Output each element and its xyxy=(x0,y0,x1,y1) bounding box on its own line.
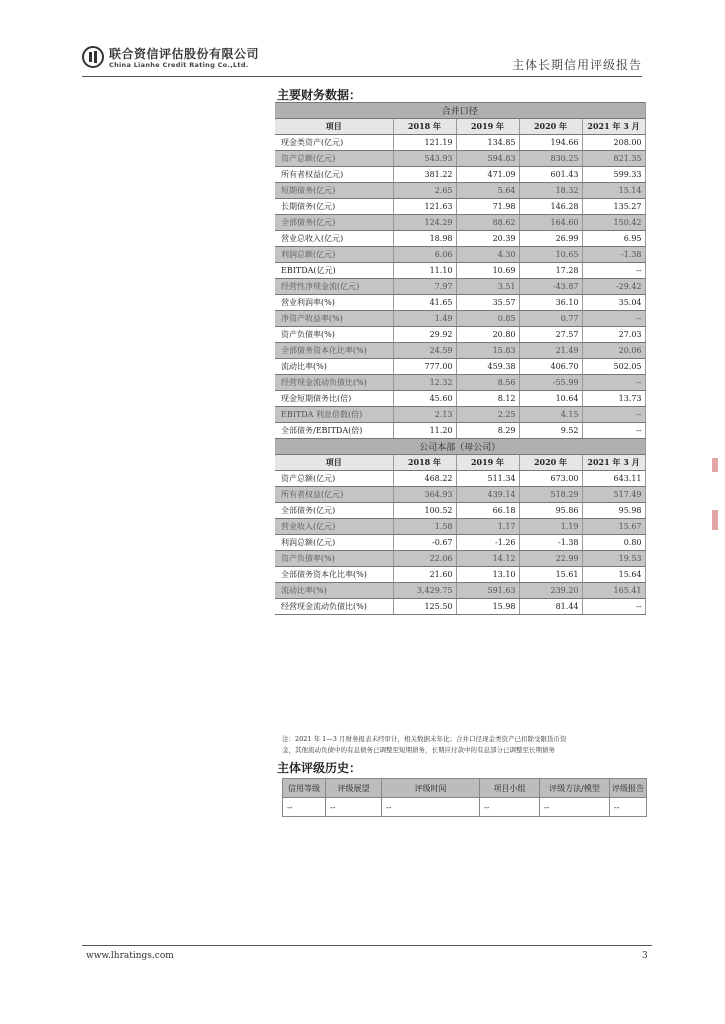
row-value: 19.53 xyxy=(582,551,645,567)
row-label: 流动比率(%) xyxy=(275,583,393,599)
row-value: 36.10 xyxy=(519,295,582,311)
consolidated-banner xyxy=(275,103,645,119)
row-value: 10.64 xyxy=(519,391,582,407)
row-value: 26.99 xyxy=(519,231,582,247)
row-value: 18.32 xyxy=(519,183,582,199)
row-value: 17.28 xyxy=(519,263,582,279)
row-label: 净资产收益率(%) xyxy=(275,311,393,327)
row-value: 15.61 xyxy=(519,567,582,583)
row-value: 1.58 xyxy=(393,519,456,535)
row-value: 100.52 xyxy=(393,503,456,519)
page-number: 3 xyxy=(642,951,648,961)
table-row xyxy=(275,215,645,231)
row-value: 0.80 xyxy=(582,535,645,551)
row-value: 14.12 xyxy=(456,551,519,567)
history-cell: -- xyxy=(480,798,540,817)
row-value: 1.17 xyxy=(456,519,519,535)
table-row xyxy=(275,359,645,375)
table-row xyxy=(275,263,645,279)
row-value: 165.41 xyxy=(582,583,645,599)
table-row xyxy=(275,519,645,535)
row-value: 13.10 xyxy=(456,567,519,583)
footer-divider xyxy=(82,945,652,946)
row-label: 全部债务资本化比率(%) xyxy=(275,343,393,359)
row-label: 利润总额(亿元) xyxy=(275,247,393,263)
row-value: 599.33 xyxy=(582,167,645,183)
row-value: 239.20 xyxy=(519,583,582,599)
table-row xyxy=(275,279,645,295)
parent-banner xyxy=(275,439,645,455)
consolidated-banner-label: 合并口径 xyxy=(275,103,645,119)
table-row xyxy=(275,311,645,327)
row-label: 现金类资产(亿元) xyxy=(275,135,393,151)
company-name-en: China Lianhe Credit Rating Co.,Ltd. xyxy=(109,61,249,69)
row-value: 121.63 xyxy=(393,199,456,215)
table-row xyxy=(275,151,645,167)
row-label: 资产总额(亿元) xyxy=(275,151,393,167)
row-label: 全部债务(亿元) xyxy=(275,215,393,231)
row-value: 15.14 xyxy=(582,183,645,199)
row-label: EBITDA(亿元) xyxy=(275,263,393,279)
row-value: 5.64 xyxy=(456,183,519,199)
row-value: -29.42 xyxy=(582,279,645,295)
row-value: 35.04 xyxy=(582,295,645,311)
footer-url: www.lhratings.com xyxy=(86,951,174,961)
row-value: 4.30 xyxy=(456,247,519,263)
scan-edge-mark xyxy=(712,510,718,530)
row-value: 406.70 xyxy=(519,359,582,375)
history-header-row xyxy=(283,779,647,798)
history-column-header: 评级报告 xyxy=(610,779,647,798)
row-value: 164.60 xyxy=(519,215,582,231)
table-row xyxy=(275,471,645,487)
table-row xyxy=(275,583,645,599)
row-value: 11.10 xyxy=(393,263,456,279)
row-value: 364.93 xyxy=(393,487,456,503)
row-value: -55.99 xyxy=(519,375,582,391)
column-header: 2018 年 xyxy=(393,119,456,135)
column-header: 项目 xyxy=(275,455,393,471)
row-value: 12.32 xyxy=(393,375,456,391)
row-value: 27.03 xyxy=(582,327,645,343)
row-value: 1.19 xyxy=(519,519,582,535)
row-value: 3.51 xyxy=(456,279,519,295)
row-value: 0.77 xyxy=(519,311,582,327)
table-row xyxy=(275,487,645,503)
row-value: 27.57 xyxy=(519,327,582,343)
row-value: 45.60 xyxy=(393,391,456,407)
table-row xyxy=(275,247,645,263)
row-label: 全部债务资本化比率(%) xyxy=(275,567,393,583)
row-value: 830.25 xyxy=(519,151,582,167)
row-value: 8.56 xyxy=(456,375,519,391)
row-value: -1.26 xyxy=(456,535,519,551)
column-header: 2020 年 xyxy=(519,119,582,135)
row-value: 1.49 xyxy=(393,311,456,327)
row-value: 15.64 xyxy=(582,567,645,583)
row-value: -0.67 xyxy=(393,535,456,551)
history-column-header: 项目小组 xyxy=(480,779,540,798)
row-value: 121.19 xyxy=(393,135,456,151)
column-header: 2021 年 3 月 xyxy=(582,119,645,135)
row-value: 22.06 xyxy=(393,551,456,567)
history-column-header: 评级方法/模型 xyxy=(540,779,610,798)
row-value: -- xyxy=(582,599,645,615)
row-value: 150.42 xyxy=(582,215,645,231)
row-label: 经营现金流动负债比(%) xyxy=(275,599,393,615)
row-label: 营业总收入(亿元) xyxy=(275,231,393,247)
financial-data-table xyxy=(275,102,646,615)
row-value: 0.85 xyxy=(456,311,519,327)
row-value: 468.22 xyxy=(393,471,456,487)
row-value: 15.98 xyxy=(456,599,519,615)
row-value: 24.59 xyxy=(393,343,456,359)
row-label: 经营性净现金流(亿元) xyxy=(275,279,393,295)
row-value: 15.83 xyxy=(456,343,519,359)
financial-table-body xyxy=(275,103,645,615)
row-value: 10.69 xyxy=(456,263,519,279)
row-value: 71.98 xyxy=(456,199,519,215)
column-header: 2018 年 xyxy=(393,455,456,471)
column-header: 2020 年 xyxy=(519,455,582,471)
column-header-row xyxy=(275,119,645,135)
note-line-2: 金，其他流动负债中的有息债务已调整至短期债务，长期应付款中的有息部分已调整至长期债务 xyxy=(282,746,555,754)
column-header: 2019 年 xyxy=(456,119,519,135)
row-label: 资产负债率(%) xyxy=(275,327,393,343)
row-value: 6.06 xyxy=(393,247,456,263)
row-value: 41.65 xyxy=(393,295,456,311)
row-label: 利润总额(亿元) xyxy=(275,535,393,551)
row-value: 135.27 xyxy=(582,199,645,215)
history-cell: -- xyxy=(326,798,382,817)
table-row xyxy=(275,503,645,519)
table-note xyxy=(282,734,652,756)
report-type: 主体长期信用评级报告 xyxy=(511,58,642,72)
row-value: 20.80 xyxy=(456,327,519,343)
history-cell: -- xyxy=(540,798,610,817)
scan-edge-mark xyxy=(712,458,718,472)
table-row xyxy=(275,535,645,551)
row-label: 短期债务(亿元) xyxy=(275,183,393,199)
table-row xyxy=(275,423,645,439)
row-value: 543.93 xyxy=(393,151,456,167)
row-label: 现金短期债务比(倍) xyxy=(275,391,393,407)
parent-banner-label: 公司本部（母公司） xyxy=(275,439,645,455)
row-value: 2.13 xyxy=(393,407,456,423)
row-value: -- xyxy=(582,375,645,391)
row-value: 673.00 xyxy=(519,471,582,487)
rating-history-table xyxy=(282,778,647,817)
row-value: 8.12 xyxy=(456,391,519,407)
table-row xyxy=(275,183,645,199)
table-row xyxy=(275,167,645,183)
table-row xyxy=(275,551,645,567)
row-value: -- xyxy=(582,263,645,279)
row-value: 511.34 xyxy=(456,471,519,487)
column-header: 2021 年 3 月 xyxy=(582,455,645,471)
row-label: EBITDA 利息倍数(倍) xyxy=(275,407,393,423)
table-row xyxy=(275,391,645,407)
row-value: 29.92 xyxy=(393,327,456,343)
row-value: 22.99 xyxy=(519,551,582,567)
row-value: 381.22 xyxy=(393,167,456,183)
table-row xyxy=(275,375,645,391)
row-value: 7.97 xyxy=(393,279,456,295)
row-value: 15.67 xyxy=(582,519,645,535)
row-label: 所有者权益(亿元) xyxy=(275,167,393,183)
row-value: 821.35 xyxy=(582,151,645,167)
history-column-header: 评级展望 xyxy=(326,779,382,798)
row-value: 95.98 xyxy=(582,503,645,519)
history-cell: -- xyxy=(283,798,326,817)
table-row xyxy=(275,231,645,247)
table-row xyxy=(275,199,645,215)
row-value: 20.39 xyxy=(456,231,519,247)
row-value: 471.09 xyxy=(456,167,519,183)
row-value: -- xyxy=(582,423,645,439)
row-value: 9.52 xyxy=(519,423,582,439)
row-label: 全部债务/EBITDA(倍) xyxy=(275,423,393,439)
row-value: 6.95 xyxy=(582,231,645,247)
row-value: 146.28 xyxy=(519,199,582,215)
row-value: 11.20 xyxy=(393,423,456,439)
row-label: 资产总额(亿元) xyxy=(275,471,393,487)
history-cell: -- xyxy=(382,798,480,817)
row-value: 8.29 xyxy=(456,423,519,439)
row-value: 10.65 xyxy=(519,247,582,263)
row-label: 全部债务(亿元) xyxy=(275,503,393,519)
table-row xyxy=(275,327,645,343)
row-value: 20.06 xyxy=(582,343,645,359)
history-cell: -- xyxy=(610,798,647,817)
row-value: 95.86 xyxy=(519,503,582,519)
rating-history-title: 主体评级历史： xyxy=(277,761,362,775)
row-value: -- xyxy=(582,311,645,327)
row-value: 777.00 xyxy=(393,359,456,375)
row-value: 13.73 xyxy=(582,391,645,407)
table-row xyxy=(275,407,645,423)
row-value: 35.57 xyxy=(456,295,519,311)
row-value: 2.65 xyxy=(393,183,456,199)
row-value: -1.38 xyxy=(582,247,645,263)
column-header: 项目 xyxy=(275,119,393,135)
row-value: -- xyxy=(582,407,645,423)
lianhe-logo-icon xyxy=(82,46,104,68)
table-row xyxy=(275,343,645,359)
row-value: 594.83 xyxy=(456,151,519,167)
table-row xyxy=(275,295,645,311)
row-label: 营业收入(亿元) xyxy=(275,519,393,535)
table-row xyxy=(275,599,645,615)
row-value: 125.50 xyxy=(393,599,456,615)
table-row xyxy=(275,567,645,583)
company-name-cn: 联合资信评估股份有限公司 xyxy=(109,47,260,61)
note-line-1: 注：2021 年 1—3 月财务报表未经审计，相关数据未年化；合并口径现金类资产已扣除受限货币资 xyxy=(282,735,567,743)
row-value: -1.38 xyxy=(519,535,582,551)
history-column-header: 信用等级 xyxy=(283,779,326,798)
row-value: 517.49 xyxy=(582,487,645,503)
row-value: 459.38 xyxy=(456,359,519,375)
row-value: 66.18 xyxy=(456,503,519,519)
history-column-header: 评级时间 xyxy=(382,779,480,798)
header-divider xyxy=(82,76,642,77)
row-value: 3,429.75 xyxy=(393,583,456,599)
row-value: 88.62 xyxy=(456,215,519,231)
row-value: 134.85 xyxy=(456,135,519,151)
column-header: 2019 年 xyxy=(456,455,519,471)
row-label: 所有者权益(亿元) xyxy=(275,487,393,503)
row-value: 21.49 xyxy=(519,343,582,359)
row-value: 591.63 xyxy=(456,583,519,599)
financial-data-title: 主要财务数据： xyxy=(277,88,362,102)
row-label: 长期债务(亿元) xyxy=(275,199,393,215)
row-value: 601.43 xyxy=(519,167,582,183)
column-header-row xyxy=(275,455,645,471)
row-value: 194.66 xyxy=(519,135,582,151)
row-value: 21.60 xyxy=(393,567,456,583)
row-value: 208.00 xyxy=(582,135,645,151)
row-label: 经营现金流动负债比(%) xyxy=(275,375,393,391)
row-label: 资产负债率(%) xyxy=(275,551,393,567)
page-header xyxy=(82,44,642,80)
row-value: 518.29 xyxy=(519,487,582,503)
row-label: 营业利润率(%) xyxy=(275,295,393,311)
row-value: 124.29 xyxy=(393,215,456,231)
table-row xyxy=(275,135,645,151)
row-value: 439.14 xyxy=(456,487,519,503)
row-label: 流动比率(%) xyxy=(275,359,393,375)
row-value: 643.11 xyxy=(582,471,645,487)
history-row xyxy=(283,798,647,817)
row-value: -43.87 xyxy=(519,279,582,295)
row-value: 502.05 xyxy=(582,359,645,375)
row-value: 2.25 xyxy=(456,407,519,423)
row-value: 18.98 xyxy=(393,231,456,247)
row-value: 81.44 xyxy=(519,599,582,615)
row-value: 4.15 xyxy=(519,407,582,423)
